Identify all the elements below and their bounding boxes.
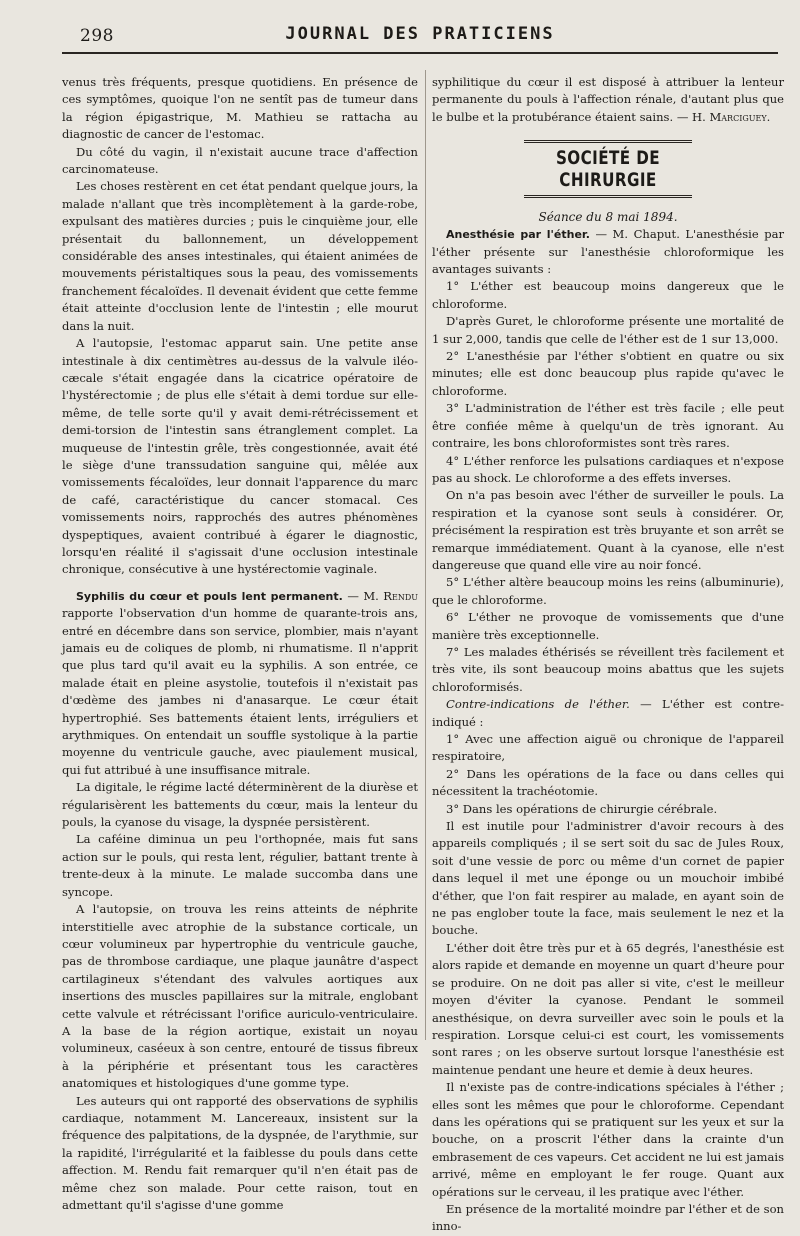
paragraph: 3° Dans les opérations de chirurgie cérébrale. bbox=[446, 801, 718, 816]
paragraph: 2° L'anesthésie par l'éther s'obtient en quatre ou six minutes; elle est donc beaucoup plus rapide qu'avec le chloroforme. bbox=[432, 349, 784, 398]
paragraph: 3° L'administration de l'éther est très facile ; elle peut être confiée même à quelqu'un de très ignorant. Au contraire, les bons chloroformistes sont très rares. bbox=[432, 401, 784, 451]
paragraph: Il n'existe pas de contre-indications spéciales à l'éther ; elles sont les mêmes que pour le chloroforme. Cependant dans les opérations qui se pratiquent sur les yeux et sur la bouche, on a proscrit l'éther dans la crainte d'un embrasement de ces vapeurs. Cet accident ne lui est jamais arrivé, même en employant le fer rouge. Quant aux opérations sur le cerveau, il les pratique avec l'éther. bbox=[432, 1080, 784, 1199]
right-column bbox=[432, 74, 785, 1234]
paragraph-syphilis bbox=[62, 588, 418, 779]
paragraph: 4° L'éther renforce les pulsations cardiaques et n'expose pas au shock. Le chloroforme a des effets inverses. bbox=[432, 453, 784, 485]
signature: — H. Marciguey. bbox=[676, 109, 771, 124]
paragraph: Il est inutile pour l'administrer d'avoir recours à des appareils compliqués ; il se sert soit du sac de Jules Roux, soit d'une vessie de porc ou même d'un cornet de papier dans lequel il met une éponge ou un mouchoir imbibé d'éther, que l'on fait respirer au malade, en ayant soin de ne pas englober toute la face, mais seulement le nez et la bouche. bbox=[432, 819, 784, 938]
paragraph: L'éther doit être très pur et à 65 degrés, l'anesthésie est alors rapide et demande en moyenne un quart d'heure pour se produire. On ne doit pas aller si vite, c'est le meilleur moyen d'éviter la cyanose. Pendant le sommeil anesthésique, on devra surveiller avec soin le pouls et la respiration. Lorsque celui-ci est court, les vomissements sont rares ; on les observe surtout lorsque l'anesthésie est maintenue pendant une heure et demie à deux heures. bbox=[432, 940, 784, 1077]
paragraph: 2° Dans les opérations de la face ou dans celles qui nécessitent la trachéotomie. bbox=[432, 766, 784, 799]
author-name: — M. Rendu bbox=[347, 588, 418, 603]
paragraph: Les choses restèrent en cet état pendant quelque jours, la malade n'allant que très incomplètement à la garde-robe, expulsant des matières durcies ; puis le cinquième jour, elle présentait du ballonnement, un développement considérable des anses intestinales, qui étaient animées de mouvements péristaltiques sous la peau, des vomissements franchement fécaloïdes. Il devenait évident que cette femme était atteinte d'occlusion lente de l'intestin ; elle mourut dans la nuit. bbox=[62, 179, 418, 333]
paragraph-anesthesie bbox=[432, 226, 784, 278]
page-number: 298 bbox=[80, 26, 114, 46]
left-column bbox=[62, 74, 418, 1212]
paragraph-text: — M. Chaput. L'anesthésie par l'éther présente sur l'anesthésie chloroformique les avantages suivants : bbox=[432, 227, 784, 277]
paragraph: En présence de la mortalité moindre par l'éther et de son inno- bbox=[432, 1201, 784, 1234]
section-title: SOCIÉTÉ DE CHIRURGIE bbox=[524, 140, 692, 198]
paragraph: A l'autopsie, l'estomac apparut sain. Une petite anse intestinale à dix centimètres au-dessus de la valvule iléo-cæcale s'était engagée dans la cicatrice opératoire de l'hystérectomie ; de plus elle s'était à demi tordue sur elle-même, de telle sorte qu'il y avait demi-rétrécissement et demi-torsion de l'intestin sans étranglement complet. La muqueuse de l'intestin grêle, très congestionnée, avait été le siège d'une transsudation sanguine qui, mêlée aux vomissements fécaloïdes, leur donnait l'apparence du marc de café, caractéristique du cancer stomacal. Ces vomissements noirs, rapprochés des autres phénomènes dyspeptiques, avaient contribué à égarer le diagnostic, lorsqu'en réalité il s'agissait d'une occlusion intestinale chronique, consécutive à une hystérectomie vaginale. bbox=[62, 336, 418, 577]
paragraph: Du côté du vagin, il n'existait aucune trace d'affection carcinomateuse. bbox=[62, 144, 418, 177]
paragraph: La caféine diminua un peu l'orthopnée, mais fut sans action sur le pouls, qui resta lent, régulier, battant trente à trente-deux à la minute. Le malade succomba dans une syncope. bbox=[62, 832, 418, 899]
paragraph: 5° L'éther altère beaucoup moins les reins (albuminurie), que le chloroforme. bbox=[432, 575, 784, 607]
paragraph: On n'a pas besoin avec l'éther de surveiller le pouls. La respiration et la cyanose sont seuls à considérer. Or, précisément la respiration est très bruyante et son arrêt se remarque immédiatement. Quant à la cyanose, elle n'est dangereuse que quand elle vire au noir foncé. bbox=[432, 488, 784, 572]
paragraph: 1° Avec une affection aiguë ou chronique de l'appareil respiratoire, bbox=[432, 732, 784, 764]
paragraph-text: — L'éther est contre-indiqué : bbox=[432, 697, 785, 729]
paragraph: venus très fréquents, presque quotidiens. En présence de ces symptômes, quoique l'on ne sentît pas de tumeur dans la région épigastrique, M. Mathieu se rattacha au diagnostic de cancer de l'estomac. bbox=[62, 75, 418, 142]
runin-heading: Anesthésie par l'éther. bbox=[446, 228, 590, 242]
paragraph: La digitale, le régime lacté déterminèrent de la diurèse et régularisèrent les battements du cœur, mais la lenteur du pouls, la cyanose du visage, la dyspnée persistèrent. bbox=[62, 780, 418, 830]
paragraph: D'après Guret, le chloroforme présente une mortalité de 1 sur 2,000, tandis que celle de l'éther est de 1 sur 13,000. bbox=[432, 314, 784, 346]
runin-heading: Syphilis du cœur et pouls lent permanent. bbox=[76, 589, 343, 603]
paragraph bbox=[432, 74, 784, 126]
session-date: Séance du 8 mai 1894. bbox=[538, 210, 678, 225]
paragraph-contre-indications bbox=[432, 696, 784, 731]
paragraph: 1° L'éther est beaucoup moins dangereux que le chloroforme. bbox=[432, 279, 784, 311]
paragraph: 7° Les malades éthérisés se réveillent très facilement et très vite, ils sont beaucoup moins abattus que les sujets chloroformisés. bbox=[432, 644, 784, 694]
paragraph: 6° L'éther ne provoque de vomissements que d'une manière très exceptionnelle. bbox=[432, 610, 784, 642]
page-header bbox=[62, 18, 778, 54]
paragraph-text: syphilitique du cœur il est disposé à attribuer la lenteur permanente du pouls à l'affection rénale, d'autant plus que le bulbe et la protubérance étaient sains. bbox=[432, 75, 784, 124]
column-divider bbox=[425, 70, 426, 1040]
paragraph: Les auteurs qui ont rapporté des observations de syphilis cardiaque, notamment M. Lancereaux, insistent sur la fréquence des palpitations, de la dyspnée, de l'arythmie, sur la rapidité, l'irrégularité et la faiblesse du pouls dans cette affection. M. Rendu fait remarquer qu'il n'en était pas de même chez son malade. Pour cette raison, tout en admettant qu'il s'agisse d'une gomme bbox=[62, 1093, 418, 1212]
italic-heading: Contre-indications de l'éther. bbox=[446, 697, 630, 712]
paragraph: A l'autopsie, on trouva les reins atteints de néphrite interstitielle avec atrophie de la substance corticale, un cœur volumineux par hypertrophie du ventricule gauche, pas de thrombose cardiaque, une plaque jaunâtre d'aspect cartilagineux s'étendant des valvules aortiques aux insertions des muscles papillaires sur la mitrale, englobant cette valvule et rétrécissant l'orifice auriculo-ventriculaire. A la base de la région aortique, existait un noyau volumineux, caséeux à son centre, entouré de tissus fibreux à la périphérie et présentant tous les caractères anatomiques et histologiques d'une gomme type. bbox=[62, 902, 418, 1091]
paragraph-text: rapporte l'observation d'un homme de quarante-trois ans, entré en décembre dans son service, plombier, mais n'ayant jamais eu de coliques de plomb, ni rhumatisme. Il n'apprit que plus tard qu'il avait eu la syphilis. A son entrée, ce malade était en pleine asystolie, toutefois il n'existait pas d'œdème des jambes ni d'anasarque. Le cœur était hypertrophié. Ses battements étaient lents, irréguliers et arythmiques. On entendait un souffle systolique à la partie moyenne du ventricule gauche, avec piaulement musical, qui fut attribué à une insuffisance mitrale. bbox=[62, 606, 418, 777]
running-title: JOURNAL DES PRATICIENS bbox=[285, 24, 555, 44]
